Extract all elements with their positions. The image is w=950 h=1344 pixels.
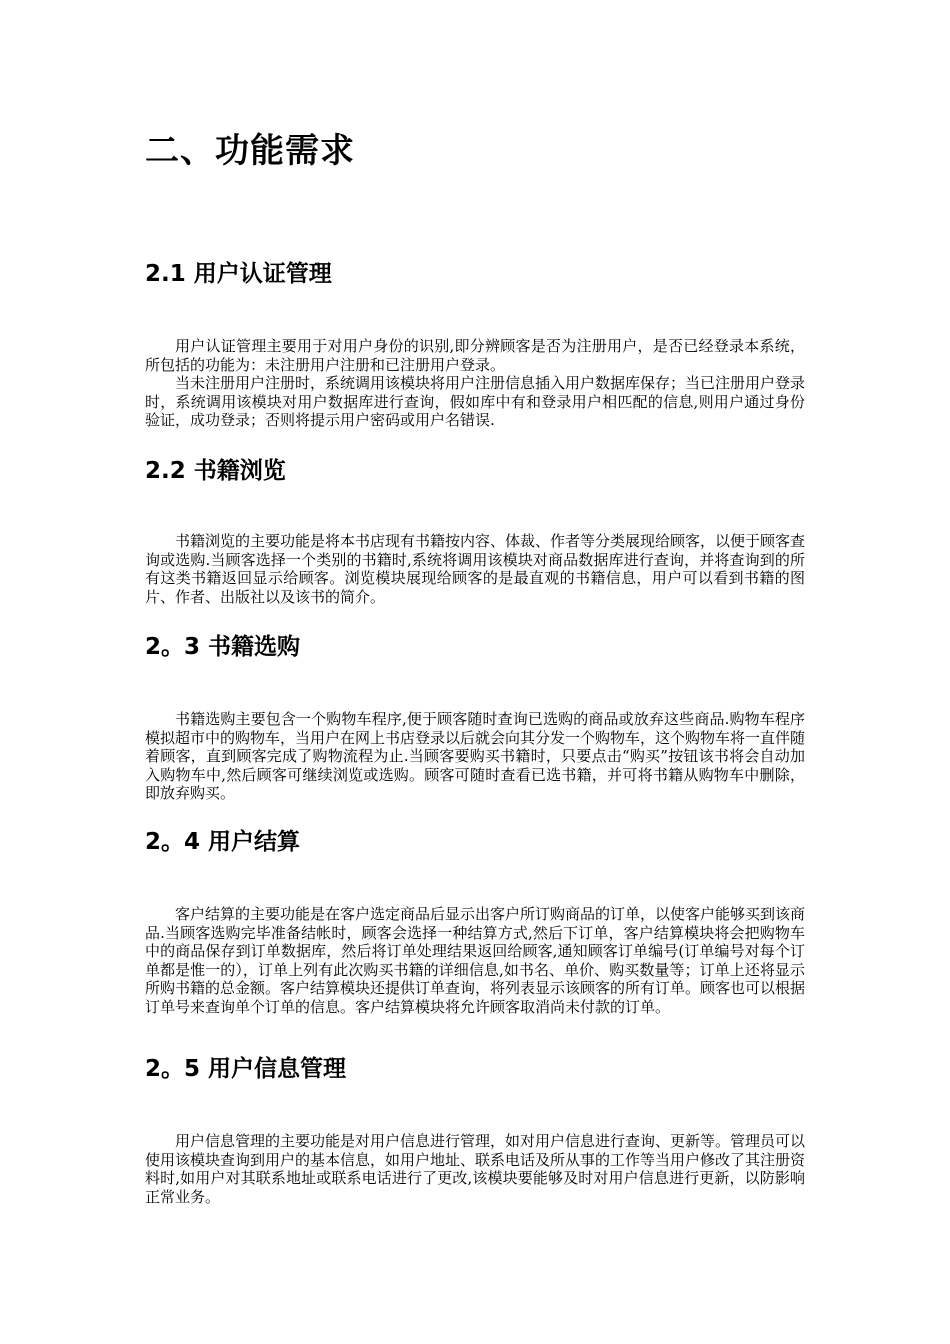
- paragraph: 用户信息管理的主要功能是对用户信息进行管理，如对用户信息进行查询、更新等。管理员可以使用该模块查询到用户的基本信息，如用户地址、联系电话及所从事的工作等当用户修改了其注册资料时,如用户对其联系地址或联系电话进行了更改,该模块要能够及时对用户信息进行更新，以防影响正常业务。: [145, 1132, 806, 1206]
- section-heading-user-auth: 2.1 用户认证管理: [145, 261, 332, 287]
- section-body-book-browse: [145, 532, 805, 606]
- paragraph: 客户结算的主要功能是在客户选定商品后显示出客户所订购商品的订单，以使客户能够买到该商品.当顾客选购完毕准备结帐时，顾客会选择一种结算方式,然后下订单，客户结算模块将会把购物车中的商品保存到订单数据库，然后将订单处理结果返回给顾客,通知顾客订单编号(订单编号对每个订单都是惟一的），订单上列有此次购买书籍的详细信息,如书名、单价、购买数量等；订单上还将显示所购书籍的总金额。客户结算模块还提供订单查询，将列表显示该顾客的所有订单。顾客也可以根据订单号来查询单个订单的信息。客户结算模块将允许顾客取消尚未付款的订单。: [145, 905, 806, 1016]
- section-heading-book-browse: 2.2 书籍浏览: [145, 458, 286, 484]
- section-body-user-auth: [145, 337, 805, 430]
- section-body-book-purchase: [145, 710, 805, 803]
- section-body-checkout: [145, 905, 805, 1016]
- section-heading-book-purchase: 2。3 书籍选购: [145, 634, 301, 660]
- section-heading-user-info: 2。5 用户信息管理: [145, 1056, 347, 1082]
- chapter-title: 二、功能需求: [145, 131, 355, 171]
- paragraph: 当未注册用户注册时，系统调用该模块将用户注册信息插入用户数据库保存；当已注册用户登录时，系统调用该模块对用户数据库进行查询，假如库中有和登录用户相匹配的信息,则用户通过身份验证，成功登录；否则将提示用户密码或用户名错误.: [145, 374, 806, 429]
- paragraph: 用户认证管理主要用于对用户身份的识别,即分辨顾客是否为注册用户，是否已经登录本系统，所包括的功能为：未注册用户注册和已注册用户登录。: [145, 337, 805, 374]
- paragraph: 书籍选购主要包含一个购物车程序,便于顾客随时查询已选购的商品或放弃这些商品.购物车程序模拟超市中的购物车，当用户在网上书店登录以后就会向其分发一个购物车，这个购物车将一直伴随着顾客，直到顾客完成了购物流程为止.当顾客要购买书籍时，只要点击“购买”按钮该书将会自动加入购物车中,然后顾客可继续浏览或选购。顾客可随时查看已选书籍，并可将书籍从购物车中删除，即放弃购买。: [145, 710, 806, 802]
- paragraph: 书籍浏览的主要功能是将本书店现有书籍按内容、体裁、作者等分类展现给顾客，以便于顾客查询或选购.当顾客选择一个类别的书籍时,系统将调用该模块对商品数据库进行查询，并将查询到的所有这类书籍返回显示给顾客。浏览模块展现给顾客的是最直观的书籍信息，用户可以看到书籍的图片、作者、出版社以及该书的简介。: [145, 532, 806, 606]
- section-body-user-info: [145, 1132, 805, 1206]
- section-heading-checkout: 2。4 用户结算: [145, 829, 301, 855]
